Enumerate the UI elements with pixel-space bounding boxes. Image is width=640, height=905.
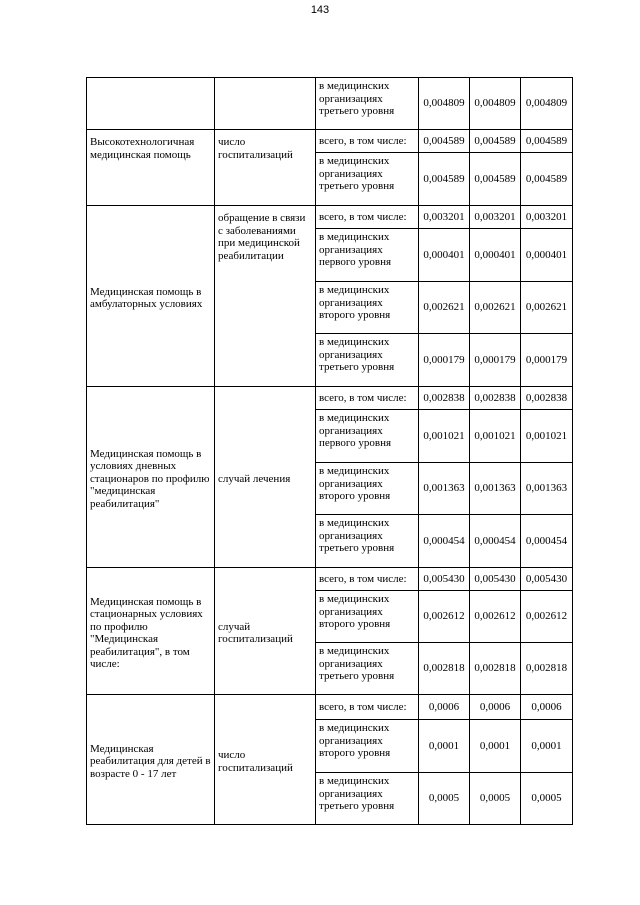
organization-level-cell: всего, в том числе: [316, 206, 419, 229]
value-cell-year-3: 0,005430 [521, 568, 573, 591]
table-row [87, 206, 573, 229]
unit-cell: обращение в связи с заболеваниями при медицинской реабилитации [215, 206, 316, 387]
value-cell-year-3: 0,000454 [521, 515, 573, 568]
value-cell-year-1: 0,002818 [419, 643, 470, 695]
value-cell-year-1: 0,004589 [419, 130, 470, 153]
value-cell-year-3: 0,004589 [521, 153, 573, 206]
value-cell-year-3: 0,001021 [521, 410, 573, 463]
value-cell-year-1: 0,0001 [419, 720, 470, 773]
value-cell-year-2: 0,003201 [470, 206, 521, 229]
value-cell-year-2: 0,004589 [470, 130, 521, 153]
value-cell-year-3: 0,001363 [521, 463, 573, 515]
value-cell-year-1: 0,001363 [419, 463, 470, 515]
value-cell-year-1: 0,003201 [419, 206, 470, 229]
value-cell-year-2: 0,000401 [470, 229, 521, 282]
page-number: 143 [310, 4, 330, 16]
rehabilitation-volume-table [86, 77, 573, 825]
service-type-cell: Медицинская помощь в условиях дневных стационаров по профилю "медицинская реабилитация" [87, 387, 215, 568]
value-cell-year-2: 0,001021 [470, 410, 521, 463]
value-cell-year-3: 0,003201 [521, 206, 573, 229]
value-cell-year-1: 0,004809 [419, 78, 470, 130]
value-cell-year-3: 0,0001 [521, 720, 573, 773]
value-cell-year-2: 0,0001 [470, 720, 521, 773]
value-cell-year-1: 0,001021 [419, 410, 470, 463]
value-cell-year-1: 0,000454 [419, 515, 470, 568]
value-cell-year-2: 0,000179 [470, 334, 521, 387]
value-cell-year-1: 0,002838 [419, 387, 470, 410]
organization-level-cell: в медицинских организациях второго уровня [316, 591, 419, 643]
table-row [87, 568, 573, 591]
value-cell-year-2: 0,0005 [470, 773, 521, 825]
unit-cell: число госпитализаций [215, 695, 316, 825]
value-cell-year-3: 0,004809 [521, 78, 573, 130]
value-cell-year-1: 0,000179 [419, 334, 470, 387]
organization-level-cell: в медицинских организациях второго уровня [316, 463, 419, 515]
value-cell-year-2: 0,005430 [470, 568, 521, 591]
organization-level-cell: в медицинских организациях первого уровня [316, 229, 419, 282]
table-body [87, 78, 573, 825]
value-cell-year-3: 0,004589 [521, 130, 573, 153]
unit-cell: случай лечения [215, 387, 316, 568]
value-cell-year-1: 0,002612 [419, 591, 470, 643]
table-row [87, 78, 573, 130]
value-cell-year-3: 0,002621 [521, 282, 573, 334]
organization-level-cell: в медицинских организациях третьего уровня [316, 773, 419, 825]
organization-level-cell: в медицинских организациях третьего уровня [316, 643, 419, 695]
organization-level-cell: всего, в том числе: [316, 387, 419, 410]
organization-level-cell: в медицинских организациях второго уровня [316, 282, 419, 334]
service-type-cell: Высокотехнологичная медицинская помощь [87, 130, 215, 206]
value-cell-year-2: 0,000454 [470, 515, 521, 568]
value-cell-year-3: 0,002818 [521, 643, 573, 695]
value-cell-year-2: 0,002612 [470, 591, 521, 643]
organization-level-cell: в медицинских организациях третьего уровня [316, 153, 419, 206]
organization-level-cell: в медицинских организациях третьего уровня [316, 78, 419, 130]
organization-level-cell: в медицинских организациях третьего уровня [316, 515, 419, 568]
value-cell-year-3: 0,0005 [521, 773, 573, 825]
value-cell-year-1: 0,004589 [419, 153, 470, 206]
value-cell-year-2: 0,002818 [470, 643, 521, 695]
service-type-cell: Медицинская помощь в стационарных условиях по профилю "Медицинская реабилитация", в том числе: [87, 568, 215, 695]
value-cell-year-3: 0,000401 [521, 229, 573, 282]
value-cell-year-1: 0,002621 [419, 282, 470, 334]
value-cell-year-3: 0,002612 [521, 591, 573, 643]
value-cell-year-2: 0,004809 [470, 78, 521, 130]
value-cell-year-1: 0,0006 [419, 695, 470, 720]
table-row [87, 130, 573, 153]
organization-level-cell: в медицинских организациях второго уровня [316, 720, 419, 773]
unit-cell: случай госпитализаций [215, 568, 316, 695]
service-type-cell: Медицинская реабилитация для детей в возрасте 0 - 17 лет [87, 695, 215, 825]
value-cell-year-3: 0,0006 [521, 695, 573, 720]
unit-cell: число госпитализаций [215, 130, 316, 206]
service-type-cell: Медицинская помощь в амбулаторных условиях [87, 206, 215, 387]
value-cell-year-2: 0,001363 [470, 463, 521, 515]
service-type-cell [87, 78, 215, 130]
value-cell-year-2: 0,004589 [470, 153, 521, 206]
value-cell-year-1: 0,000401 [419, 229, 470, 282]
organization-level-cell: всего, в том числе: [316, 695, 419, 720]
organization-level-cell: в медицинских организациях третьего уровня [316, 334, 419, 387]
unit-cell [215, 78, 316, 130]
value-cell-year-2: 0,0006 [470, 695, 521, 720]
value-cell-year-3: 0,002838 [521, 387, 573, 410]
organization-level-cell: в медицинских организациях первого уровня [316, 410, 419, 463]
value-cell-year-1: 0,005430 [419, 568, 470, 591]
value-cell-year-2: 0,002621 [470, 282, 521, 334]
table-row [87, 695, 573, 720]
organization-level-cell: всего, в том числе: [316, 130, 419, 153]
value-cell-year-3: 0,000179 [521, 334, 573, 387]
value-cell-year-2: 0,002838 [470, 387, 521, 410]
organization-level-cell: всего, в том числе: [316, 568, 419, 591]
table-row [87, 387, 573, 410]
value-cell-year-1: 0,0005 [419, 773, 470, 825]
